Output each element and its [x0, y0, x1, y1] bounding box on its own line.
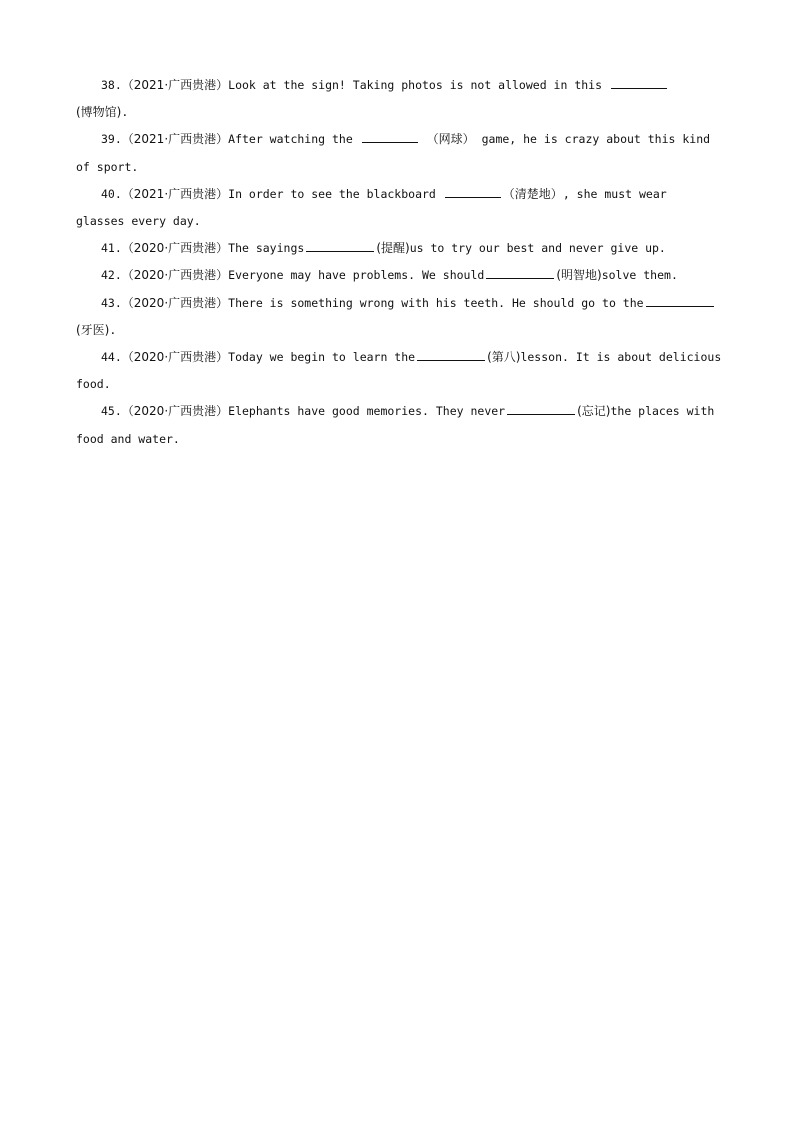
question-number: 44. — [101, 350, 122, 365]
question-number: 45. — [101, 404, 122, 419]
answer-blank[interactable] — [646, 293, 714, 307]
question-text: There is something wrong with his teeth. He should go to the — [228, 295, 644, 310]
question-source: （2020·广西贵港） — [121, 268, 229, 283]
question-list — [76, 72, 722, 453]
chinese-hint: (第八) — [487, 350, 521, 365]
question-source: （2021·广西贵港） — [121, 78, 229, 92]
question-number: 38. — [101, 78, 122, 92]
question-45 — [76, 398, 722, 452]
chinese-hint: (博物馆) — [76, 105, 122, 120]
chinese-hint: (忘记) — [577, 404, 611, 419]
question-number: 43. — [101, 295, 122, 310]
answer-blank[interactable] — [486, 265, 554, 279]
question-number: 41. — [101, 241, 122, 256]
question-text-end: us to try our best and never give up. — [409, 241, 666, 256]
question-source: （2020·广西贵港） — [121, 404, 229, 419]
question-source: （2021·广西贵港） — [121, 186, 229, 201]
question-text: Look at the sign! Taking photos is not allowed in this — [228, 78, 603, 92]
question-39 — [76, 126, 722, 180]
question-text-end: lesson. It is about delicious food. — [76, 350, 722, 392]
question-text-end: . — [109, 322, 117, 337]
question-text: Everyone may have problems. We should — [228, 268, 485, 283]
answer-blank[interactable] — [611, 75, 667, 89]
question-text: In order to see the blackboard — [228, 186, 436, 201]
question-source: （2020·广西贵港） — [121, 350, 229, 365]
chinese-hint: （清楚地） — [502, 186, 563, 201]
question-text: Elephants have good memories. They never — [228, 404, 506, 419]
question-40 — [76, 181, 722, 235]
question-text-end: solve them. — [601, 268, 678, 283]
question-text-end: the places with food and water. — [76, 404, 715, 446]
question-source: （2020·广西贵港） — [121, 295, 229, 310]
answer-blank[interactable] — [306, 238, 374, 252]
question-text: After watching the — [228, 132, 353, 147]
chinese-hint: (明智地) — [556, 268, 602, 283]
question-source: （2020·广西贵港） — [121, 241, 229, 256]
question-43 — [76, 290, 722, 344]
answer-blank[interactable] — [445, 184, 501, 198]
answer-blank[interactable] — [507, 401, 575, 415]
question-text-end: , she must wear glasses every day. — [76, 186, 667, 229]
question-41 — [76, 235, 722, 262]
answer-blank[interactable] — [362, 129, 418, 143]
question-text: Today we begin to learn the — [228, 350, 416, 365]
question-42 — [76, 262, 722, 289]
chinese-hint: （网球） — [426, 132, 475, 147]
answer-blank[interactable] — [417, 347, 485, 361]
question-38 — [76, 72, 722, 126]
question-number: 39. — [101, 132, 122, 147]
chinese-hint: (提醒) — [376, 241, 410, 256]
question-text-end: game, he is crazy about this kind of sport. — [76, 132, 711, 174]
question-source: （2021·广西贵港） — [121, 132, 229, 147]
question-text-end: . — [121, 105, 129, 120]
question-text: The sayings — [228, 241, 305, 256]
question-number: 40. — [101, 186, 122, 201]
question-44 — [76, 344, 722, 398]
chinese-hint: (牙医) — [76, 322, 110, 337]
question-number: 42. — [101, 268, 122, 283]
